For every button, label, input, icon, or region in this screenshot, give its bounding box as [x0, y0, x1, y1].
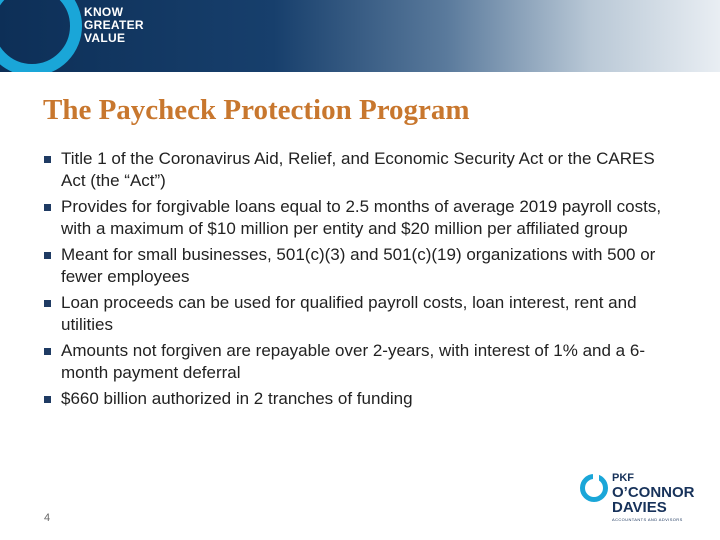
- logo-tagline-line: ACCOUNTANTS AND ADVISORS: [612, 517, 683, 522]
- logo-brand: PKF: [612, 472, 634, 484]
- bullet-text: Provides for forgivable loans equal to 2.5 months of average 2019 payroll costs, with a maximum of $10 million per entity and $20 million per affiliated group: [61, 197, 662, 238]
- square-bullet-icon: [44, 252, 51, 259]
- slide-title: The Paycheck Protection Program: [43, 94, 470, 126]
- tagline-line: KNOW: [84, 5, 124, 19]
- brand-tagline: [84, 6, 144, 45]
- logo-name-line: O’CONNOR: [612, 484, 695, 501]
- bullet-text: Loan proceeds can be used for qualified payroll costs, loan interest, rent and utilities: [61, 293, 637, 334]
- bullet-item: [44, 388, 674, 410]
- logo-name: [612, 485, 695, 515]
- bullet-text: Meant for small businesses, 501(c)(3) and 501(c)(19) organizations with 500 or fewer employees: [61, 245, 656, 286]
- bullet-item: [44, 148, 674, 192]
- bullet-text: Title 1 of the Coronavirus Aid, Relief, and Economic Security Act or the CARES Act (the “Act”): [61, 149, 655, 190]
- logo-name-line: DAVIES: [612, 499, 667, 516]
- tagline-line: VALUE: [84, 31, 126, 45]
- bullet-item: [44, 244, 674, 288]
- bullet-list: [44, 148, 674, 414]
- square-bullet-icon: [44, 156, 51, 163]
- square-bullet-icon: [44, 396, 51, 403]
- bullet-item: [44, 196, 674, 240]
- bullet-item: [44, 292, 674, 336]
- bullet-text: Amounts not forgiven are repayable over 2-years, with interest of 1% and a 6-month payment deferral: [61, 341, 645, 382]
- company-logo: [578, 470, 698, 528]
- bullet-item: [44, 340, 674, 384]
- page-number: 4: [44, 512, 51, 524]
- bullet-text: $660 billion authorized in 2 tranches of funding: [61, 389, 413, 408]
- square-bullet-icon: [44, 348, 51, 355]
- tagline-line: GREATER: [84, 18, 144, 32]
- pkf-circle-icon: [580, 474, 608, 502]
- brand-ring-icon: [0, 0, 82, 72]
- header-banner: [0, 0, 720, 72]
- square-bullet-icon: [44, 204, 51, 211]
- logo-tagline: [612, 517, 683, 522]
- square-bullet-icon: [44, 300, 51, 307]
